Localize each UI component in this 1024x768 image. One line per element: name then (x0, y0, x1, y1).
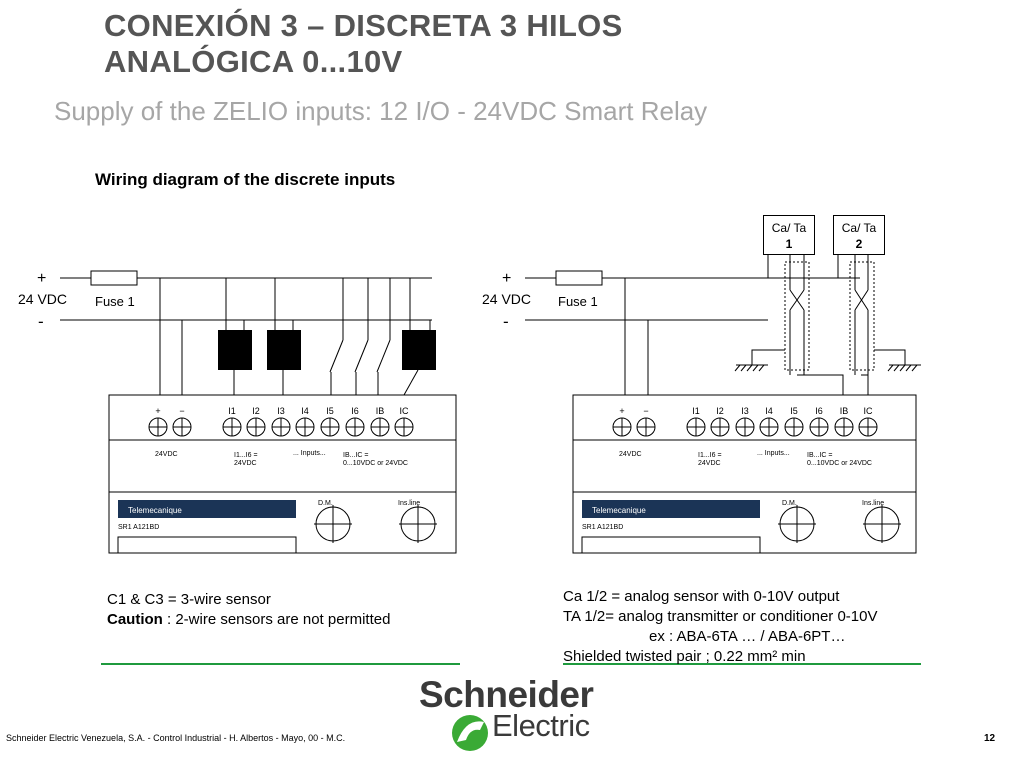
terminal-label: − (643, 406, 649, 416)
linp-text: ... Inputs... (293, 450, 326, 457)
terminal-label: I1 (692, 406, 700, 416)
l24-text: 24VDC (619, 451, 642, 458)
schneider-logo-mark (452, 715, 488, 751)
terminal-label: I6 (351, 406, 359, 416)
brand-text: Telemecanique (592, 506, 646, 515)
ins-text: Ins.line (862, 500, 885, 507)
cata-2-number: 2 (855, 237, 863, 251)
brand-text: Telemecanique (128, 506, 182, 515)
terminal-label: I1 (228, 406, 236, 416)
relay-right (573, 395, 916, 553)
model-text: SR1 A121BD (118, 524, 160, 531)
terminal-label: − (179, 406, 185, 416)
right-minus-label: - (503, 312, 509, 331)
page-number: 12 (984, 733, 996, 744)
dm-text: D.M. (318, 500, 333, 507)
cata-2-label: Ca/ Ta (841, 221, 877, 235)
terminal-label: I4 (301, 406, 309, 416)
left-plus-label: + (37, 270, 47, 287)
right-note-line-3: ex : ABA-6TA … / ABA-6PT… (649, 628, 846, 645)
caution-label: Caution (107, 611, 163, 628)
li16v-text: 24VDC (698, 460, 721, 467)
model-text: SR1 A121BD (582, 524, 624, 531)
left-supply-label: 24 VDC (18, 291, 68, 307)
logo-electric: Electric (492, 708, 590, 743)
right-plus-label: + (502, 270, 512, 287)
lib-text: IB...IC = (343, 452, 369, 459)
footer-text: Schneider Electric Venezuela, S.A. - Control Industrial - H. Albertos - Mayo, 00 - M.C. (6, 733, 346, 743)
l24-text: 24VDC (155, 451, 178, 458)
right-fuse-symbol (556, 271, 602, 285)
terminal-label: I2 (252, 406, 260, 416)
terminal-label: I6 (815, 406, 823, 416)
diagram-title: Wiring diagram of the discrete inputs (95, 170, 396, 189)
title-line-2: ANALÓGICA 0...10V (104, 44, 403, 79)
left-note-line-1: C1 & C3 = 3-wire sensor (107, 591, 271, 608)
cata-1-label: Ca/ Ta (771, 221, 807, 235)
terminal-label: I3 (277, 406, 285, 416)
terminal-label: IB (375, 406, 385, 416)
terminal-label: IC (399, 406, 409, 416)
terminal-label: I2 (716, 406, 724, 416)
sensor-c1 (218, 330, 252, 370)
ins-text: Ins.line (398, 500, 421, 507)
terminal-label: I3 (741, 406, 749, 416)
logo-schneider: Schneider (419, 674, 594, 715)
left-note-line-2 (107, 610, 390, 630)
li16-text: I1...I6 = (698, 452, 722, 459)
right-note-line-4: Shielded twisted pair ; 0.22 mm² min (563, 648, 806, 665)
terminal-label: IB (839, 406, 849, 416)
right-fuse-label: Fuse 1 (558, 294, 598, 309)
cata-1-number: 1 (785, 237, 793, 251)
li16v-text: 24VDC (234, 460, 257, 467)
terminal-label: + (155, 406, 161, 416)
terminal-label: IC (863, 406, 873, 416)
sensor-c2 (267, 330, 301, 370)
terminal-label: I4 (765, 406, 773, 416)
libv-text: 0...10VDC or 24VDC (343, 460, 408, 467)
lib-text: IB...IC = (807, 452, 833, 459)
slide-subtitle: Supply of the ZELIO inputs: 12 I/O - 24VDC Smart Relay (54, 96, 708, 126)
left-fuse-label: Fuse 1 (95, 294, 135, 309)
linp-text: ... Inputs... (757, 450, 790, 457)
terminal-label: I5 (790, 406, 798, 416)
title-line-1: CONEXIÓN 3 – DISCRETA 3 HILOS (104, 8, 623, 43)
terminal-label: + (619, 406, 625, 416)
dm-text: D.M. (782, 500, 797, 507)
sensor-c3 (402, 330, 436, 370)
right-note (563, 587, 877, 667)
left-note (107, 590, 390, 630)
li16-text: I1...I6 = (234, 452, 258, 459)
right-supply-label: 24 VDC (482, 291, 532, 307)
terminal-label: I5 (326, 406, 334, 416)
left-fuse-symbol (91, 271, 137, 285)
caution-text: : 2-wire sensors are not permitted (162, 611, 391, 628)
left-minus-label: - (38, 312, 44, 331)
right-note-line-1: Ca 1/2 = analog sensor with 0-10V output (563, 588, 840, 605)
libv-text: 0...10VDC or 24VDC (807, 460, 872, 467)
relay-left (109, 395, 456, 553)
right-note-line-2: TA 1/2= analog transmitter or conditioner 0-10V (563, 608, 878, 625)
